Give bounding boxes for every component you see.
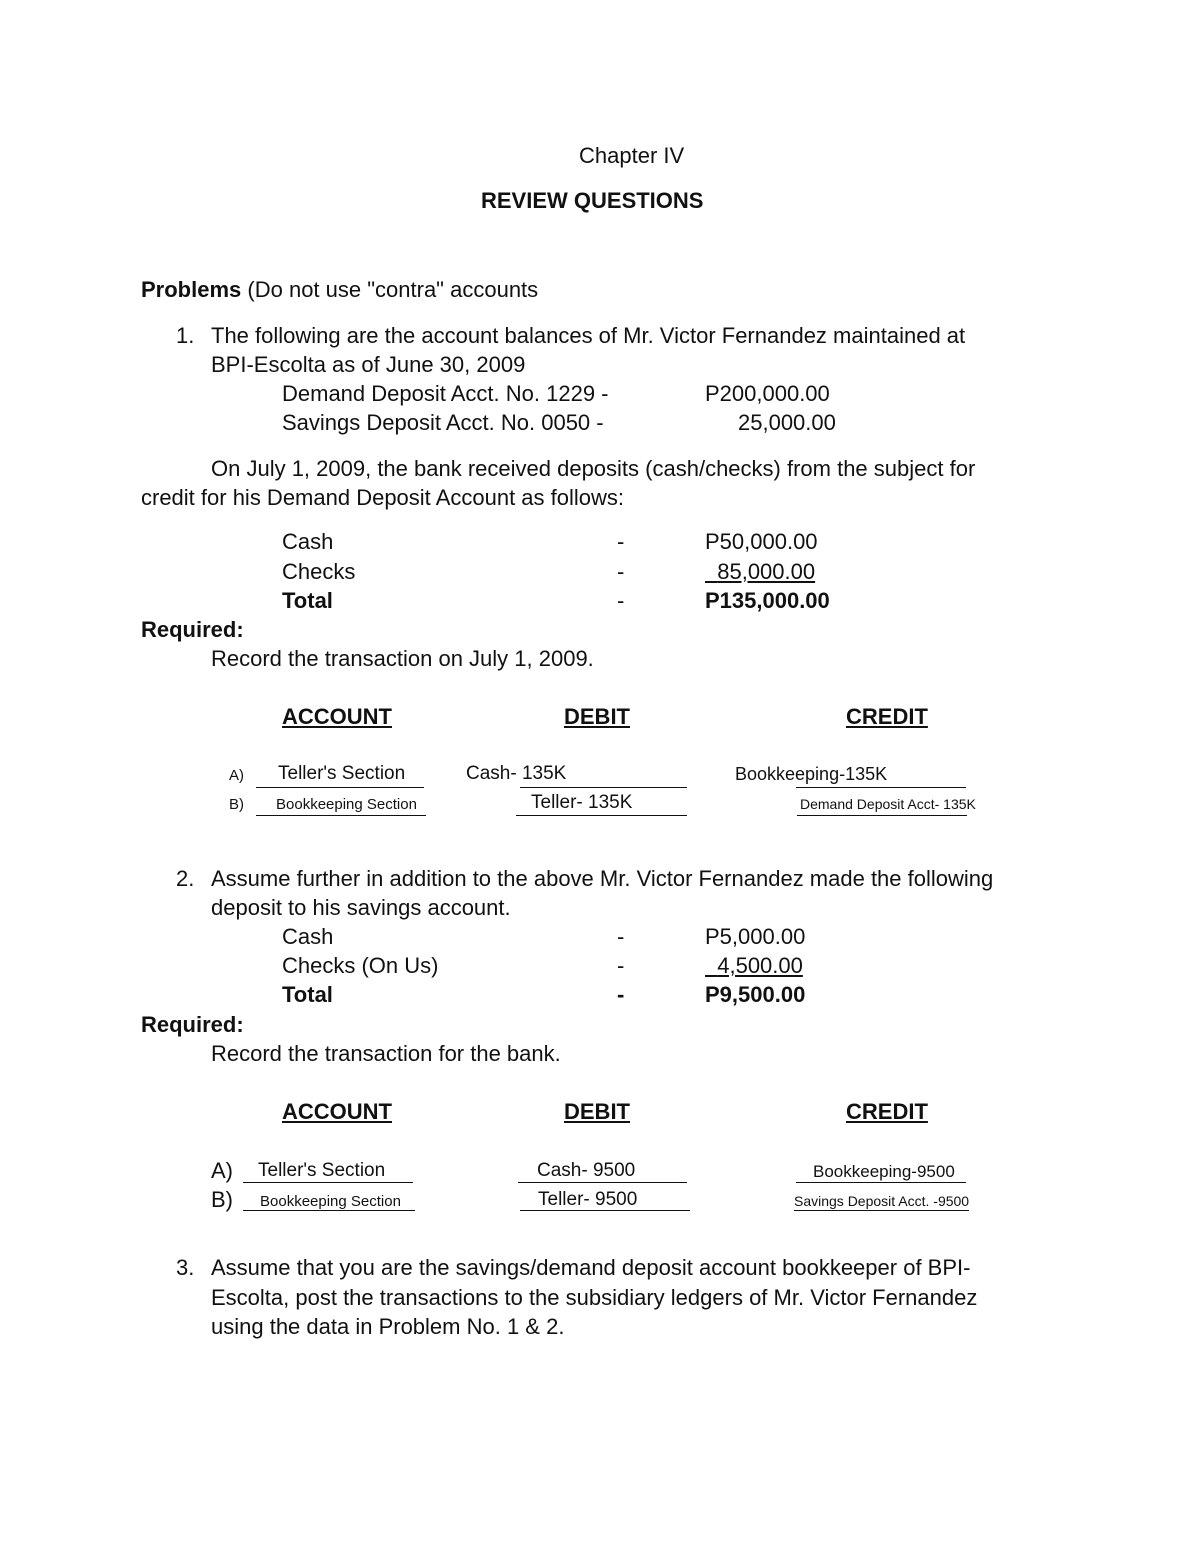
q1-entry-account: Bookkeeping Section — [276, 796, 417, 813]
q2-entry-account: Teller's Section — [258, 1160, 386, 1181]
q1-balance-amount: P200,000.00 — [705, 381, 830, 406]
problems-label: Problems — [141, 277, 242, 302]
q1-entry-debit-underline — [520, 787, 687, 788]
q1-entry-debit: Teller- 135K — [531, 792, 633, 813]
q1-required-text: Record the transaction on July 1, 2009. — [211, 646, 594, 671]
q1-deposit-amount: 85,000.00 — [717, 559, 816, 584]
q1-total-label: Total — [282, 588, 333, 613]
q2-entry-credit-underline — [796, 1182, 966, 1183]
q3-line3: using the data in Problem No. 1 & 2. — [211, 1314, 565, 1339]
q2-deposit-label: Checks (On Us) — [282, 953, 439, 978]
q2-line2: deposit to his savings account. — [211, 895, 511, 920]
q1-entry-credit: Demand Deposit Acct- 135K — [800, 796, 976, 812]
q1-line1: The following are the account balances of Mr. Victor Fernandez maintained at — [211, 323, 966, 348]
q2-number: 2. — [176, 866, 195, 891]
q1-entry-credit-underline — [797, 815, 967, 816]
q1-balance-label: Demand Deposit Acct. No. 1229 - — [282, 381, 609, 406]
q2-total-dash: - — [617, 982, 625, 1007]
q1-entry-debit: Cash- 135K — [466, 763, 567, 784]
page-title: REVIEW QUESTIONS — [481, 188, 704, 213]
q1-deposit-label: Cash — [282, 529, 334, 554]
q2-entry-account: Bookkeeping Section — [260, 1193, 401, 1210]
q1-header-credit: CREDIT — [846, 704, 928, 729]
problems-note: (Do not use "contra" accounts — [247, 277, 539, 302]
q3-line2: Escolta, post the transactions to the subsidiary ledgers of Mr. Victor Fernandez — [211, 1285, 978, 1310]
q2-deposit-amount: 4,500.00 — [717, 953, 803, 978]
q1-header-account: ACCOUNT — [282, 704, 392, 729]
q1-deposit-label: Checks — [282, 559, 356, 584]
q1-entry-account-underline — [256, 787, 424, 788]
q2-entry-letter: A) — [211, 1158, 233, 1183]
q1-deposit-dash: - — [617, 559, 625, 584]
q1-balance-label: Savings Deposit Acct. No. 0050 - — [282, 410, 604, 435]
problems-heading — [141, 279, 538, 301]
q2-deposit-dash: - — [617, 924, 625, 949]
q1-header-debit: DEBIT — [564, 704, 630, 729]
q1-entry-debit-underline — [516, 815, 687, 816]
q1-entry-credit: Bookkeeping-135K — [735, 764, 888, 784]
q2-entry-debit: Teller- 9500 — [538, 1189, 638, 1210]
q1-required-label: Required: — [141, 617, 244, 642]
q2-entry-letter: B) — [211, 1187, 233, 1212]
q1-para-line1: On July 1, 2009, the bank received deposits (cash/checks) from the subject for — [211, 456, 976, 481]
chapter-title: Chapter IV — [579, 143, 685, 168]
q3-number: 3. — [176, 1255, 195, 1280]
q1-entry-letter: A) — [229, 767, 244, 784]
q2-line1: Assume further in addition to the above Mr. Victor Fernandez made the following — [211, 866, 994, 891]
q1-number: 1. — [176, 323, 195, 348]
q1-entry-credit-underline — [796, 787, 966, 788]
q1-entry-account-underline — [256, 815, 426, 816]
q1-balance-amount: 25,000.00 — [738, 410, 836, 435]
q2-entry-debit-underline — [518, 1182, 687, 1183]
q3-line1: Assume that you are the savings/demand deposit account bookkeeper of BPI- — [211, 1255, 971, 1280]
q1-entry-letter: B) — [229, 796, 244, 813]
q2-entry-credit-underline — [794, 1210, 969, 1211]
q2-entry-credit: Bookkeeping-9500 — [813, 1162, 955, 1181]
q2-total-amount: P9,500.00 — [705, 982, 806, 1007]
q2-required-label: Required: — [141, 1012, 244, 1037]
q2-required-text: Record the transaction for the bank. — [211, 1041, 561, 1066]
q2-deposit-dash: - — [617, 953, 625, 978]
q1-entry-account: Teller's Section — [278, 763, 406, 784]
q2-entry-account-underline — [243, 1182, 413, 1183]
q1-deposit-dash: - — [617, 529, 625, 554]
q2-entry-credit: Savings Deposit Acct. -9500 — [794, 1193, 970, 1209]
q2-entry-debit: Cash- 9500 — [537, 1160, 636, 1181]
q2-entry-debit-underline — [520, 1210, 690, 1211]
q1-total-amount: P135,000.00 — [705, 588, 830, 613]
q2-total-label: Total — [282, 982, 333, 1007]
q1-para-line2: credit for his Demand Deposit Account as follows: — [141, 485, 625, 510]
q2-header-credit: CREDIT — [846, 1099, 928, 1124]
q1-line2: BPI-Escolta as of June 30, 2009 — [211, 352, 526, 377]
q2-deposit-amount: P5,000.00 — [705, 924, 806, 949]
q1-total-dash: - — [617, 588, 625, 613]
q2-deposit-label: Cash — [282, 924, 334, 949]
q2-entry-account-underline — [243, 1210, 415, 1211]
q2-header-account: ACCOUNT — [282, 1099, 392, 1124]
q1-deposit-amount: P50,000.00 — [705, 529, 818, 554]
q2-header-debit: DEBIT — [564, 1099, 630, 1124]
